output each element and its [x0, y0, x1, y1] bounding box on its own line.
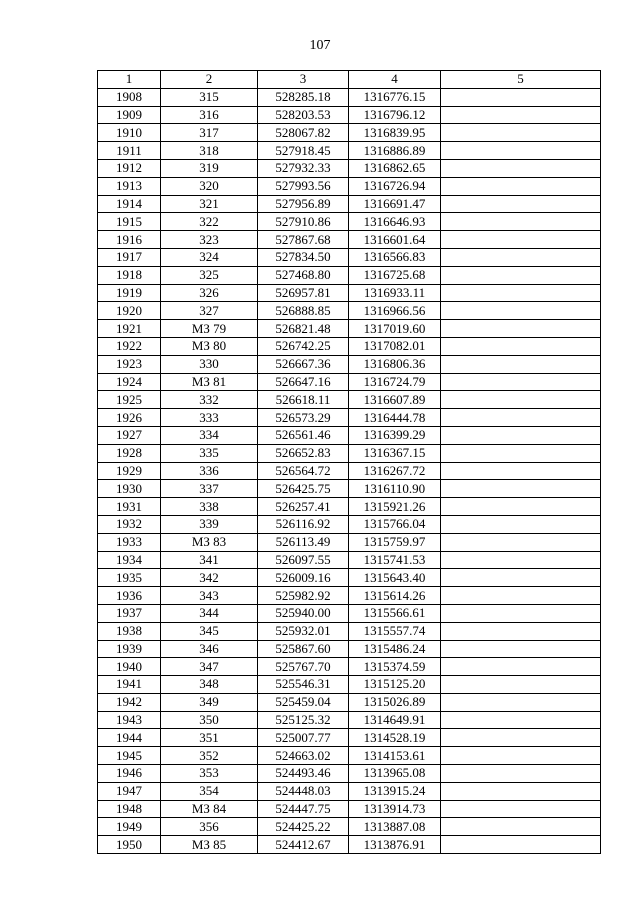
point-id-cell: 339 — [161, 515, 258, 533]
point-id-cell: 334 — [161, 426, 258, 444]
x-coordinate-cell: 527834.50 — [258, 248, 349, 266]
note-cell — [441, 426, 601, 444]
table-row — [98, 782, 601, 800]
coordinates-table — [97, 70, 601, 854]
note-cell — [441, 533, 601, 551]
point-id-cell: 330 — [161, 355, 258, 373]
x-coordinate-cell: 526425.75 — [258, 480, 349, 498]
row-number-cell: 1943 — [98, 711, 161, 729]
row-number-cell: 1910 — [98, 124, 161, 142]
row-number-cell: 1945 — [98, 747, 161, 765]
table-row — [98, 587, 601, 605]
note-cell — [441, 248, 601, 266]
table-row — [98, 498, 601, 516]
x-coordinate-cell: 526113.49 — [258, 533, 349, 551]
row-number-cell: 1925 — [98, 391, 161, 409]
note-cell — [441, 622, 601, 640]
row-number-cell: 1915 — [98, 213, 161, 231]
x-coordinate-cell: 527956.89 — [258, 195, 349, 213]
note-cell — [441, 765, 601, 783]
row-number-cell: 1942 — [98, 693, 161, 711]
x-coordinate-cell: 526564.72 — [258, 462, 349, 480]
point-id-cell: МЗ 79 — [161, 320, 258, 338]
x-coordinate-cell: 524412.67 — [258, 836, 349, 854]
table-row — [98, 231, 601, 249]
y-coordinate-cell: 1315766.04 — [349, 515, 441, 533]
y-coordinate-cell: 1315125.20 — [349, 676, 441, 694]
y-coordinate-cell: 1316399.29 — [349, 426, 441, 444]
point-id-cell: 321 — [161, 195, 258, 213]
row-number-cell: 1935 — [98, 569, 161, 587]
row-number-cell: 1922 — [98, 337, 161, 355]
note-cell — [441, 177, 601, 195]
note-cell — [441, 195, 601, 213]
note-cell — [441, 88, 601, 106]
note-cell — [441, 569, 601, 587]
note-cell — [441, 302, 601, 320]
column-header-5: 5 — [441, 71, 601, 89]
row-number-cell: 1949 — [98, 818, 161, 836]
point-id-cell: 350 — [161, 711, 258, 729]
x-coordinate-cell: 526647.16 — [258, 373, 349, 391]
point-id-cell: 335 — [161, 444, 258, 462]
point-id-cell: 348 — [161, 676, 258, 694]
x-coordinate-cell: 526573.29 — [258, 409, 349, 427]
x-coordinate-cell: 526009.16 — [258, 569, 349, 587]
y-coordinate-cell: 1316601.64 — [349, 231, 441, 249]
y-coordinate-cell: 1315557.74 — [349, 622, 441, 640]
point-id-cell: 323 — [161, 231, 258, 249]
x-coordinate-cell: 527993.56 — [258, 177, 349, 195]
row-number-cell: 1918 — [98, 266, 161, 284]
y-coordinate-cell: 1316796.12 — [349, 106, 441, 124]
x-coordinate-cell: 526821.48 — [258, 320, 349, 338]
y-coordinate-cell: 1313876.91 — [349, 836, 441, 854]
point-id-cell: МЗ 80 — [161, 337, 258, 355]
row-number-cell: 1919 — [98, 284, 161, 302]
note-cell — [441, 355, 601, 373]
note-cell — [441, 462, 601, 480]
row-number-cell: 1913 — [98, 177, 161, 195]
x-coordinate-cell: 525125.32 — [258, 711, 349, 729]
point-id-cell: 333 — [161, 409, 258, 427]
header-row — [98, 71, 601, 89]
x-coordinate-cell: 526618.11 — [258, 391, 349, 409]
y-coordinate-cell: 1315486.24 — [349, 640, 441, 658]
y-coordinate-cell: 1313965.08 — [349, 765, 441, 783]
x-coordinate-cell: 528203.53 — [258, 106, 349, 124]
y-coordinate-cell: 1315643.40 — [349, 569, 441, 587]
point-id-cell: 352 — [161, 747, 258, 765]
table-row — [98, 747, 601, 765]
table-row — [98, 676, 601, 694]
point-id-cell: 325 — [161, 266, 258, 284]
note-cell — [441, 747, 601, 765]
note-cell — [441, 693, 601, 711]
row-number-cell: 1908 — [98, 88, 161, 106]
note-cell — [441, 142, 601, 160]
row-number-cell: 1928 — [98, 444, 161, 462]
table-row — [98, 195, 601, 213]
y-coordinate-cell: 1315741.53 — [349, 551, 441, 569]
x-coordinate-cell: 528285.18 — [258, 88, 349, 106]
point-id-cell: 324 — [161, 248, 258, 266]
point-id-cell: 354 — [161, 782, 258, 800]
x-coordinate-cell: 527932.33 — [258, 159, 349, 177]
table-header — [98, 71, 601, 89]
y-coordinate-cell: 1316646.93 — [349, 213, 441, 231]
point-id-cell: 336 — [161, 462, 258, 480]
note-cell — [441, 337, 601, 355]
note-cell — [441, 213, 601, 231]
point-id-cell: 317 — [161, 124, 258, 142]
y-coordinate-cell: 1316806.36 — [349, 355, 441, 373]
table-row — [98, 320, 601, 338]
table-row — [98, 551, 601, 569]
point-id-cell: МЗ 85 — [161, 836, 258, 854]
x-coordinate-cell: 526652.83 — [258, 444, 349, 462]
table-row — [98, 124, 601, 142]
table-row — [98, 462, 601, 480]
row-number-cell: 1934 — [98, 551, 161, 569]
x-coordinate-cell: 525940.00 — [258, 604, 349, 622]
table-row — [98, 159, 601, 177]
table-row — [98, 284, 601, 302]
row-number-cell: 1927 — [98, 426, 161, 444]
y-coordinate-cell: 1315921.26 — [349, 498, 441, 516]
y-coordinate-cell: 1316110.90 — [349, 480, 441, 498]
x-coordinate-cell: 524493.46 — [258, 765, 349, 783]
x-coordinate-cell: 525459.04 — [258, 693, 349, 711]
point-id-cell: 346 — [161, 640, 258, 658]
y-coordinate-cell: 1313914.73 — [349, 800, 441, 818]
table-row — [98, 622, 601, 640]
table-row — [98, 604, 601, 622]
y-coordinate-cell: 1316933.11 — [349, 284, 441, 302]
y-coordinate-cell: 1315614.26 — [349, 587, 441, 605]
x-coordinate-cell: 525982.92 — [258, 587, 349, 605]
y-coordinate-cell: 1316607.89 — [349, 391, 441, 409]
note-cell — [441, 231, 601, 249]
point-id-cell: 315 — [161, 88, 258, 106]
y-coordinate-cell: 1316726.94 — [349, 177, 441, 195]
row-number-cell: 1912 — [98, 159, 161, 177]
y-coordinate-cell: 1313887.08 — [349, 818, 441, 836]
table-row — [98, 533, 601, 551]
x-coordinate-cell: 524447.75 — [258, 800, 349, 818]
y-coordinate-cell: 1314649.91 — [349, 711, 441, 729]
row-number-cell: 1932 — [98, 515, 161, 533]
note-cell — [441, 818, 601, 836]
table-row — [98, 391, 601, 409]
row-number-cell: 1909 — [98, 106, 161, 124]
point-id-cell: 327 — [161, 302, 258, 320]
row-number-cell: 1930 — [98, 480, 161, 498]
note-cell — [441, 515, 601, 533]
row-number-cell: 1921 — [98, 320, 161, 338]
note-cell — [441, 444, 601, 462]
x-coordinate-cell: 525007.77 — [258, 729, 349, 747]
note-cell — [441, 266, 601, 284]
row-number-cell: 1937 — [98, 604, 161, 622]
y-coordinate-cell: 1316267.72 — [349, 462, 441, 480]
x-coordinate-cell: 526888.85 — [258, 302, 349, 320]
y-coordinate-cell: 1316724.79 — [349, 373, 441, 391]
point-id-cell: 343 — [161, 587, 258, 605]
row-number-cell: 1933 — [98, 533, 161, 551]
row-number-cell: 1944 — [98, 729, 161, 747]
note-cell — [441, 159, 601, 177]
x-coordinate-cell: 525546.31 — [258, 676, 349, 694]
row-number-cell: 1929 — [98, 462, 161, 480]
column-header-1: 1 — [98, 71, 161, 89]
row-number-cell: 1914 — [98, 195, 161, 213]
x-coordinate-cell: 527910.86 — [258, 213, 349, 231]
table-row — [98, 693, 601, 711]
row-number-cell: 1924 — [98, 373, 161, 391]
row-number-cell: 1936 — [98, 587, 161, 605]
x-coordinate-cell: 527468.80 — [258, 266, 349, 284]
y-coordinate-cell: 1313915.24 — [349, 782, 441, 800]
table-body — [98, 88, 601, 853]
note-cell — [441, 284, 601, 302]
y-coordinate-cell: 1316776.15 — [349, 88, 441, 106]
note-cell — [441, 498, 601, 516]
note-cell — [441, 106, 601, 124]
table-row — [98, 711, 601, 729]
point-id-cell: 337 — [161, 480, 258, 498]
row-number-cell: 1920 — [98, 302, 161, 320]
note-cell — [441, 836, 601, 854]
point-id-cell: МЗ 84 — [161, 800, 258, 818]
column-header-4: 4 — [349, 71, 441, 89]
y-coordinate-cell: 1314528.19 — [349, 729, 441, 747]
table-row — [98, 355, 601, 373]
note-cell — [441, 676, 601, 694]
x-coordinate-cell: 524448.03 — [258, 782, 349, 800]
x-coordinate-cell: 525867.60 — [258, 640, 349, 658]
point-id-cell: 353 — [161, 765, 258, 783]
note-cell — [441, 409, 601, 427]
y-coordinate-cell: 1316886.89 — [349, 142, 441, 160]
row-number-cell: 1917 — [98, 248, 161, 266]
y-coordinate-cell: 1315759.97 — [349, 533, 441, 551]
x-coordinate-cell: 524425.22 — [258, 818, 349, 836]
note-cell — [441, 551, 601, 569]
row-number-cell: 1931 — [98, 498, 161, 516]
note-cell — [441, 782, 601, 800]
note-cell — [441, 800, 601, 818]
point-id-cell: МЗ 81 — [161, 373, 258, 391]
x-coordinate-cell: 526667.36 — [258, 355, 349, 373]
note-cell — [441, 640, 601, 658]
x-coordinate-cell: 526561.46 — [258, 426, 349, 444]
y-coordinate-cell: 1316691.47 — [349, 195, 441, 213]
point-id-cell: 351 — [161, 729, 258, 747]
y-coordinate-cell: 1315374.59 — [349, 658, 441, 676]
point-id-cell: 356 — [161, 818, 258, 836]
note-cell — [441, 658, 601, 676]
table-row — [98, 106, 601, 124]
table-row — [98, 88, 601, 106]
row-number-cell: 1941 — [98, 676, 161, 694]
table-row — [98, 266, 601, 284]
point-id-cell: 319 — [161, 159, 258, 177]
row-number-cell: 1947 — [98, 782, 161, 800]
x-coordinate-cell: 524663.02 — [258, 747, 349, 765]
row-number-cell: 1948 — [98, 800, 161, 818]
point-id-cell: 338 — [161, 498, 258, 516]
point-id-cell: 316 — [161, 106, 258, 124]
x-coordinate-cell: 528067.82 — [258, 124, 349, 142]
note-cell — [441, 711, 601, 729]
row-number-cell: 1923 — [98, 355, 161, 373]
point-id-cell: 320 — [161, 177, 258, 195]
note-cell — [441, 373, 601, 391]
point-id-cell: 326 — [161, 284, 258, 302]
y-coordinate-cell: 1315566.61 — [349, 604, 441, 622]
x-coordinate-cell: 526742.25 — [258, 337, 349, 355]
point-id-cell: МЗ 83 — [161, 533, 258, 551]
row-number-cell: 1916 — [98, 231, 161, 249]
row-number-cell: 1946 — [98, 765, 161, 783]
note-cell — [441, 587, 601, 605]
row-number-cell: 1939 — [98, 640, 161, 658]
table-row — [98, 337, 601, 355]
table-row — [98, 177, 601, 195]
y-coordinate-cell: 1316725.68 — [349, 266, 441, 284]
note-cell — [441, 391, 601, 409]
x-coordinate-cell: 527918.45 — [258, 142, 349, 160]
point-id-cell: 349 — [161, 693, 258, 711]
table-row — [98, 658, 601, 676]
y-coordinate-cell: 1316862.65 — [349, 159, 441, 177]
table-row — [98, 729, 601, 747]
y-coordinate-cell: 1316966.56 — [349, 302, 441, 320]
table-row — [98, 248, 601, 266]
row-number-cell: 1940 — [98, 658, 161, 676]
y-coordinate-cell: 1316566.83 — [349, 248, 441, 266]
x-coordinate-cell: 526957.81 — [258, 284, 349, 302]
point-id-cell: 341 — [161, 551, 258, 569]
row-number-cell: 1926 — [98, 409, 161, 427]
column-header-3: 3 — [258, 71, 349, 89]
row-number-cell: 1950 — [98, 836, 161, 854]
table-row — [98, 800, 601, 818]
table-row — [98, 426, 601, 444]
point-id-cell: 332 — [161, 391, 258, 409]
table-row — [98, 142, 601, 160]
table-row — [98, 818, 601, 836]
table-row — [98, 444, 601, 462]
point-id-cell: 322 — [161, 213, 258, 231]
table-row — [98, 213, 601, 231]
column-header-2: 2 — [161, 71, 258, 89]
point-id-cell: 342 — [161, 569, 258, 587]
table-row — [98, 640, 601, 658]
table-row — [98, 569, 601, 587]
y-coordinate-cell: 1316367.15 — [349, 444, 441, 462]
table-row — [98, 480, 601, 498]
x-coordinate-cell: 525932.01 — [258, 622, 349, 640]
point-id-cell: 345 — [161, 622, 258, 640]
y-coordinate-cell: 1317082.01 — [349, 337, 441, 355]
x-coordinate-cell: 526116.92 — [258, 515, 349, 533]
table-row — [98, 515, 601, 533]
note-cell — [441, 124, 601, 142]
row-number-cell: 1911 — [98, 142, 161, 160]
table-row — [98, 302, 601, 320]
x-coordinate-cell: 526097.55 — [258, 551, 349, 569]
table-row — [98, 836, 601, 854]
x-coordinate-cell: 526257.41 — [258, 498, 349, 516]
note-cell — [441, 480, 601, 498]
note-cell — [441, 604, 601, 622]
y-coordinate-cell: 1316839.95 — [349, 124, 441, 142]
point-id-cell: 318 — [161, 142, 258, 160]
y-coordinate-cell: 1317019.60 — [349, 320, 441, 338]
table-row — [98, 765, 601, 783]
point-id-cell: 347 — [161, 658, 258, 676]
y-coordinate-cell: 1315026.89 — [349, 693, 441, 711]
x-coordinate-cell: 527867.68 — [258, 231, 349, 249]
y-coordinate-cell: 1314153.61 — [349, 747, 441, 765]
y-coordinate-cell: 1316444.78 — [349, 409, 441, 427]
note-cell — [441, 320, 601, 338]
note-cell — [441, 729, 601, 747]
x-coordinate-cell: 525767.70 — [258, 658, 349, 676]
table-row — [98, 373, 601, 391]
page-number: 107 — [309, 38, 331, 53]
point-id-cell: 344 — [161, 604, 258, 622]
row-number-cell: 1938 — [98, 622, 161, 640]
table-row — [98, 409, 601, 427]
